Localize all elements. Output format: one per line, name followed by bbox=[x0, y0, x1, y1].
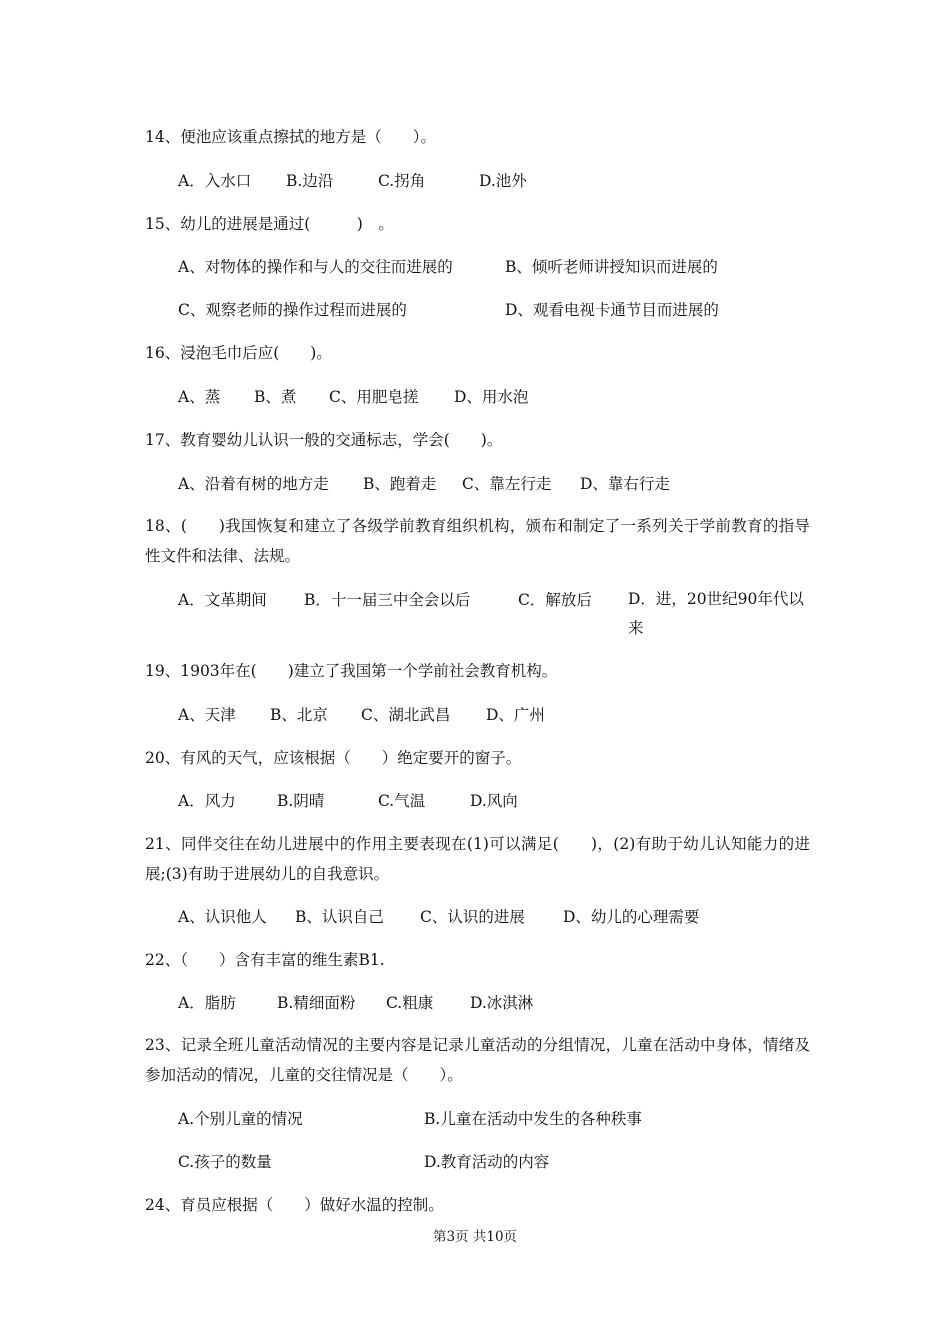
option: B、煮 bbox=[254, 388, 297, 406]
option: B.精细面粉 bbox=[277, 994, 356, 1012]
option: B.儿童在活动中发生的各种秩事 bbox=[424, 1110, 642, 1128]
question-15-stem: 15、幼儿的进展是通过( ) 。 bbox=[145, 215, 394, 233]
option: A、蒸 bbox=[178, 388, 221, 406]
option: A、认识他人 bbox=[178, 908, 267, 926]
option: A、天津 bbox=[178, 706, 236, 724]
option: C、认识的进展 bbox=[420, 908, 525, 926]
option: D、观看电视卡通节目而进展的 bbox=[505, 301, 719, 319]
option: A．脂肪 bbox=[178, 994, 236, 1012]
option: A.个别儿童的情况 bbox=[178, 1110, 303, 1128]
option: B.边沿 bbox=[286, 172, 334, 190]
option: D.冰淇淋 bbox=[470, 994, 534, 1012]
option: C.气温 bbox=[378, 792, 426, 810]
option: D.教育活动的内容 bbox=[424, 1153, 550, 1171]
option-text: D．进，20世纪90年代以来 bbox=[628, 590, 804, 637]
option: D、靠右行走 bbox=[580, 475, 670, 493]
option: B、跑着走 bbox=[363, 475, 437, 493]
option: A．风力 bbox=[178, 792, 236, 810]
option: C、用肥皂搓 bbox=[329, 388, 419, 406]
option: C、观察老师的操作过程而进展的 bbox=[178, 301, 407, 319]
option: D.池外 bbox=[479, 172, 527, 190]
question-22-stem: 22、（ ）含有丰富的维生素B1. bbox=[145, 951, 385, 969]
option: A、沿着有树的地方走 bbox=[178, 475, 329, 493]
option: C、靠左行走 bbox=[462, 475, 552, 493]
question-14-stem: 14、便池应该重点擦拭的地方是（ ）。 bbox=[145, 128, 436, 146]
option: B.阴晴 bbox=[277, 792, 325, 810]
option: D、用水泡 bbox=[454, 388, 529, 406]
question-24-stem: 24、育员应根据（ ）做好水温的控制。 bbox=[145, 1196, 444, 1214]
option: B、倾听老师讲授知识而进展的 bbox=[505, 258, 718, 276]
option: A、对物体的操作和与人的交往而进展的 bbox=[178, 258, 453, 276]
option: A．入水口 bbox=[178, 172, 252, 190]
option: D.风向 bbox=[470, 792, 518, 810]
question-19-stem: 19、1903年在( )建立了我国第一个学前社会教育机构。 bbox=[145, 662, 558, 680]
option: C．解放后 bbox=[518, 591, 592, 609]
option: B、北京 bbox=[270, 706, 328, 724]
question-16-stem: 16、浸泡毛巾后应( )。 bbox=[145, 344, 332, 362]
option: C.拐角 bbox=[378, 172, 426, 190]
option: D、幼儿的心理需要 bbox=[563, 908, 700, 926]
question-20-stem: 20、有风的天气，应该根据（ ）绝定要开的窗子。 bbox=[145, 749, 522, 767]
question-18-stem: 18、( )我国恢复和建立了各级学前教育组织机构，颁布和制定了一系列关于学前教育的指导性文件和法律、法规。 bbox=[145, 517, 810, 565]
option: B．十一届三中全会以后 bbox=[304, 591, 471, 609]
option: C.孩子的数量 bbox=[178, 1153, 272, 1171]
question-23-stem: 23、记录全班儿童活动情况的主要内容是记录儿童活动的分组情况，儿童在活动中身体，情绪及参加活动的情况，儿童的交往情况是（ ）。 bbox=[145, 1036, 810, 1084]
option: B、认识自己 bbox=[295, 908, 384, 926]
question-17-stem: 17、教育婴幼儿认识一般的交通标志，学会( )。 bbox=[145, 431, 503, 449]
page-footer: 第3页 共10页 bbox=[432, 1229, 518, 1245]
option bbox=[628, 585, 810, 643]
question-21-stem: 21、同伴交往在幼儿进展中的作用主要表现在(1)可以满足( )，(2)有助于幼儿认知能力的进展;(3)有助于进展幼儿的自我意识。 bbox=[145, 835, 810, 883]
option: C、湖北武昌 bbox=[361, 706, 451, 724]
option: C.粗康 bbox=[386, 994, 434, 1012]
option: A．文革期间 bbox=[178, 591, 267, 609]
option: D、广州 bbox=[486, 706, 545, 724]
